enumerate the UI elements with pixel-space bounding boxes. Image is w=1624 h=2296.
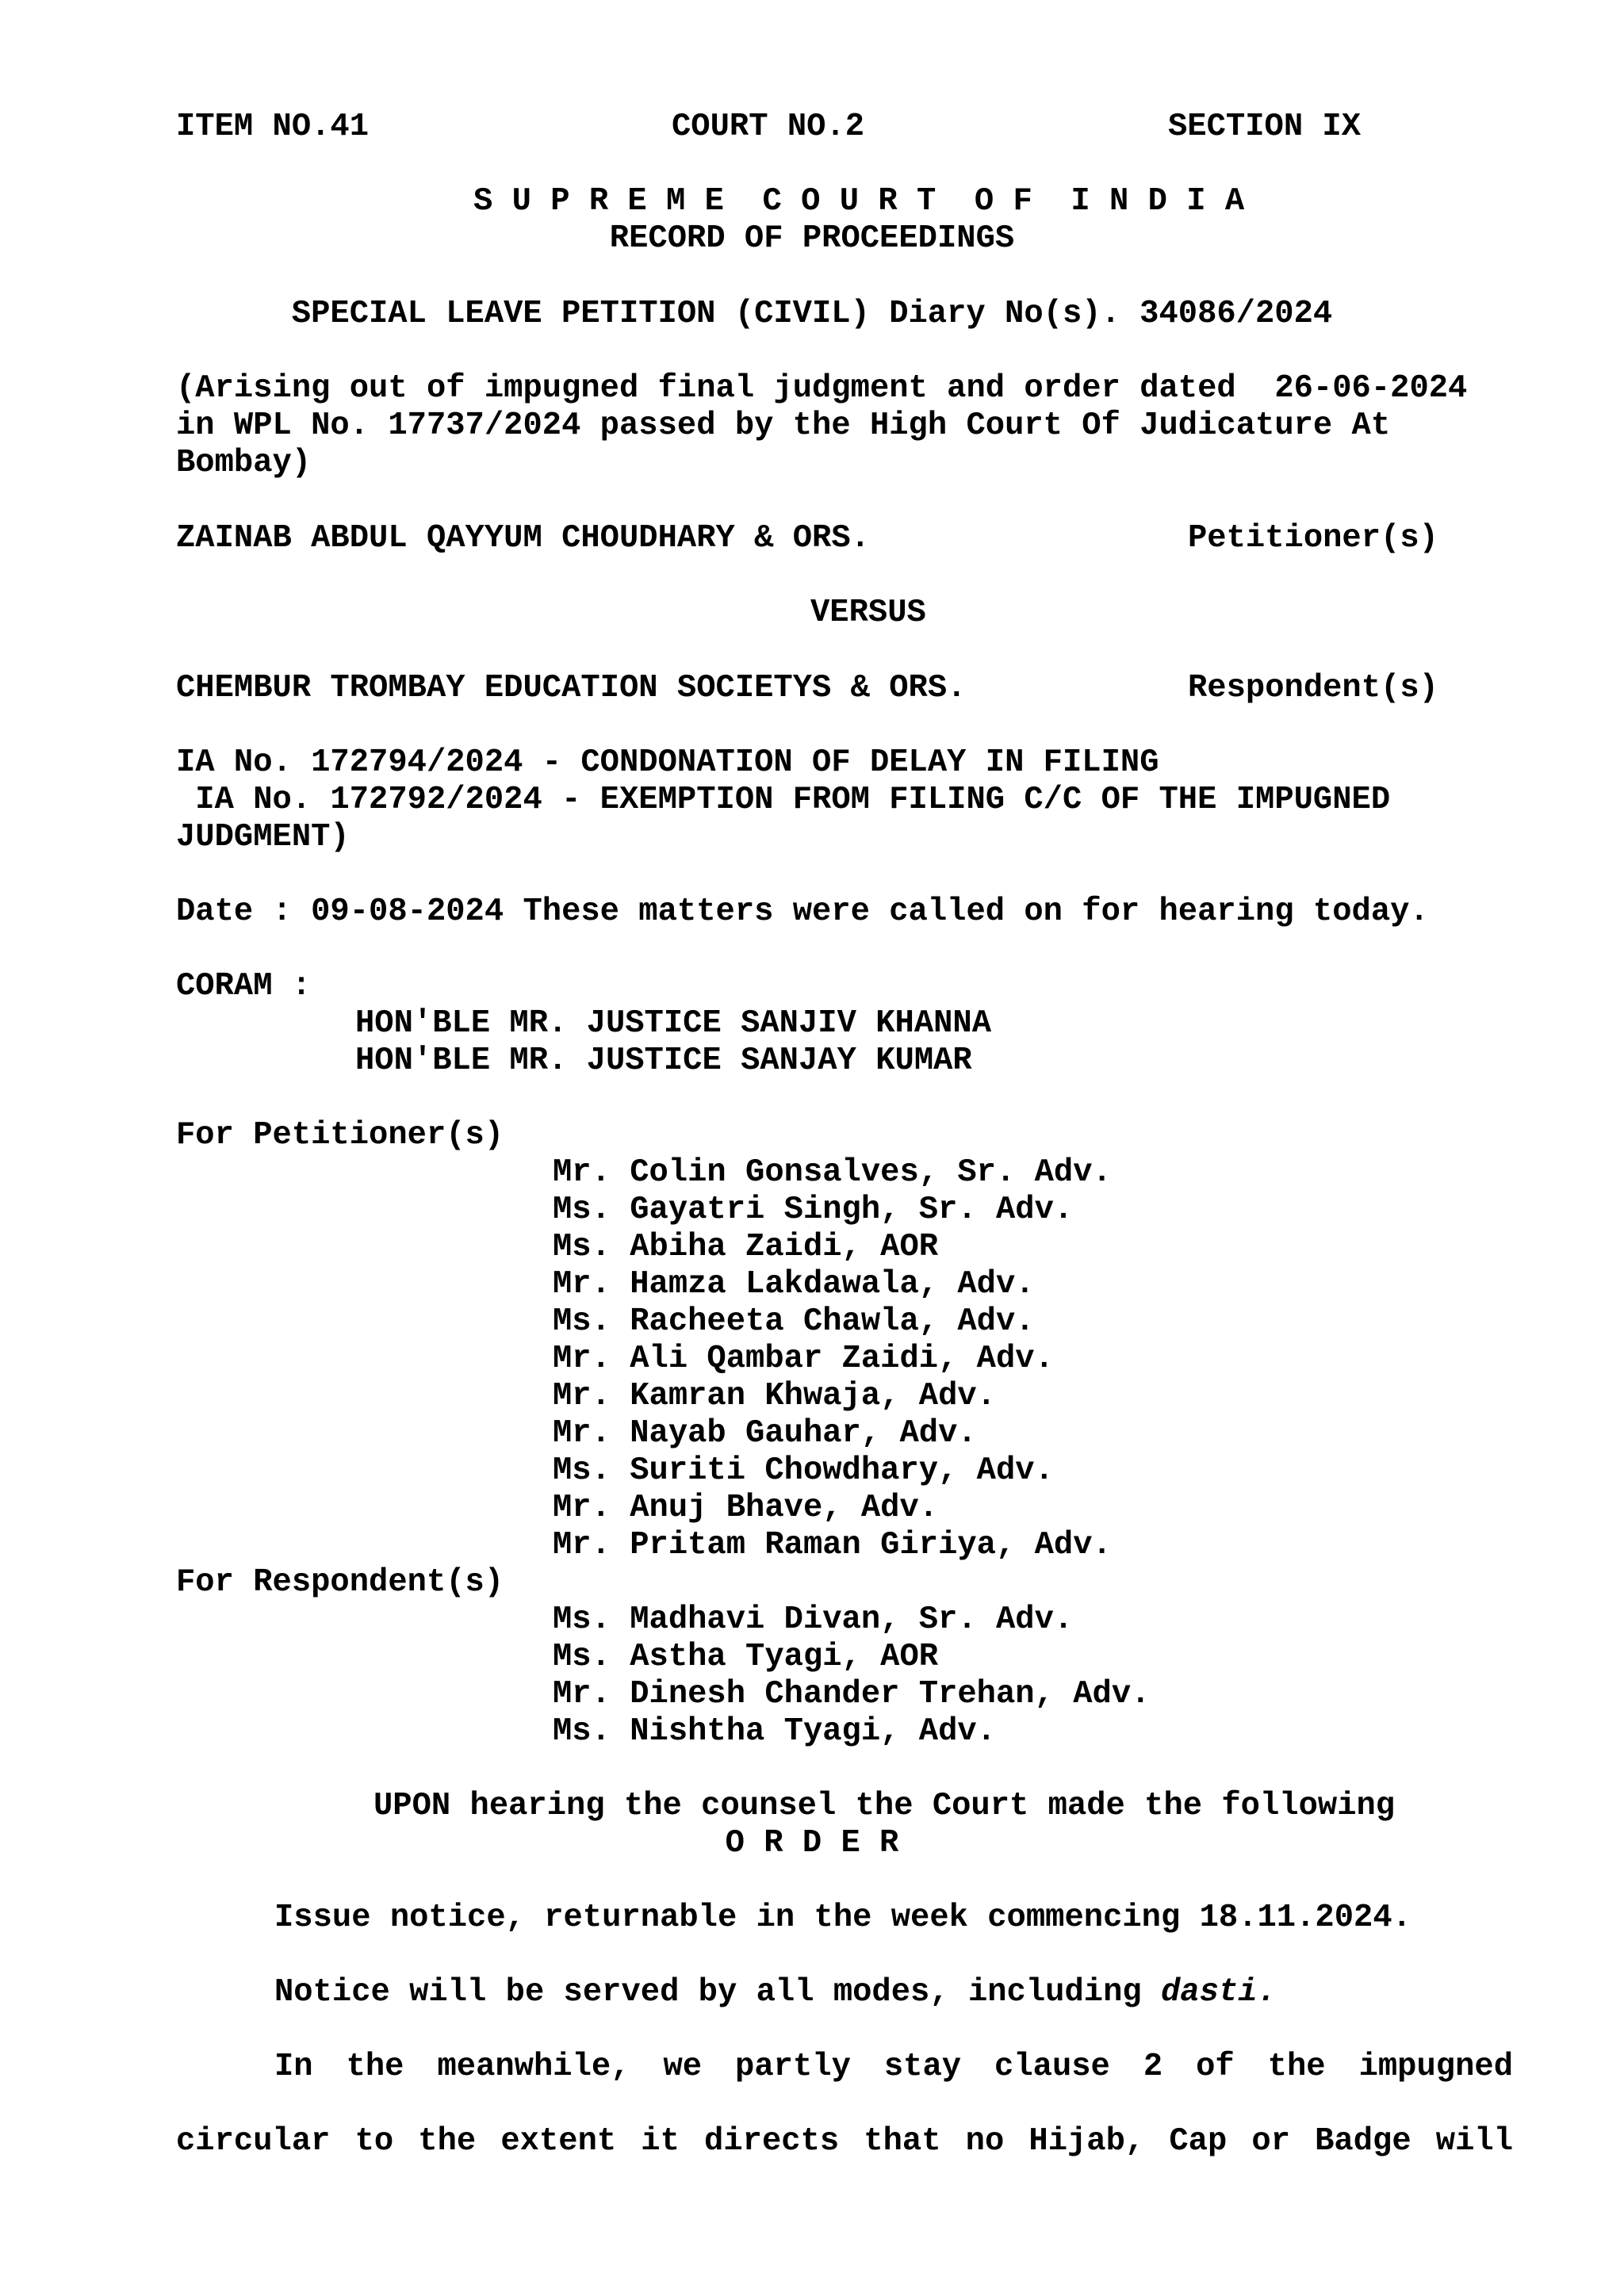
ia-exemption: IA No. 172792/2024 - EXEMPTION FROM FILING C/C OF THE IMPUGNED xyxy=(176,782,1391,818)
coram-judge: HON'BLE MR. JUSTICE SANJAY KUMAR xyxy=(355,1043,972,1079)
arising-line-2: in WPL No. 17737/2024 passed by the High Court Of Judicature At xyxy=(176,408,1391,444)
petitioner-counsel-label: For Petitioner(s) xyxy=(176,1117,504,1154)
section-number: SECTION IX xyxy=(1168,109,1362,145)
petitioner-label: Petitioner(s) xyxy=(1188,520,1438,557)
service-mode-italic: dasti. xyxy=(1160,1974,1277,2011)
hearing-statement: UPON hearing the counsel the Court made the following xyxy=(373,1788,1396,1824)
respondent-label: Respondent(s) xyxy=(1188,670,1438,706)
counsel-name: Mr. Colin Gonsalves, Sr. Adv. xyxy=(553,1154,1112,1191)
ia-condonation: IA No. 172794/2024 - CONDONATION OF DELAY IN FILING xyxy=(176,744,1159,781)
record-title: RECORD OF PROCEEDINGS xyxy=(609,220,1015,257)
counsel-name: Mr. Hamza Lakdawala, Adv. xyxy=(553,1266,1035,1303)
coram-label: CORAM : xyxy=(176,968,312,1004)
counsel-name: Ms. Abiha Zaidi, AOR xyxy=(553,1229,939,1265)
order-paragraph-stay-line-2: circular to the extent it directs that no Hijab, Cap or Badge will xyxy=(176,2123,1513,2160)
counsel-name: Ms. Astha Tyagi, AOR xyxy=(553,1639,939,1675)
respondent-counsel-label: For Respondent(s) xyxy=(176,1564,504,1601)
counsel-name: Mr. Ali Qambar Zaidi, Adv. xyxy=(553,1341,1054,1377)
respondent-name: CHEMBUR TROMBAY EDUCATION SOCIETYS & ORS. xyxy=(176,670,967,706)
counsel-name: Ms. Nishtha Tyagi, Adv. xyxy=(553,1713,996,1750)
counsel-name: Mr. Nayab Gauhar, Adv. xyxy=(553,1415,977,1452)
item-number: ITEM NO.41 xyxy=(176,109,370,145)
order-heading: O R D E R xyxy=(725,1825,899,1862)
counsel-name: Ms. Racheeta Chawla, Adv. xyxy=(553,1303,1035,1340)
counsel-name: Ms. Gayatri Singh, Sr. Adv. xyxy=(553,1192,1074,1228)
counsel-name: Mr. Anuj Bhave, Adv. xyxy=(553,1490,939,1526)
arising-line-3: Bombay) xyxy=(176,445,312,481)
counsel-name: Mr. Dinesh Chander Trehan, Adv. xyxy=(553,1676,1151,1712)
hearing-date-line: Date : 09-08-2024 These matters were called on for hearing today. xyxy=(176,894,1429,930)
court-number: COURT NO.2 xyxy=(672,109,865,145)
counsel-name: Ms. Suriti Chowdhary, Adv. xyxy=(553,1452,1054,1489)
petition-title: SPECIAL LEAVE PETITION (CIVIL) Diary No(s). 34086/2024 xyxy=(291,296,1333,332)
order-paragraph-notice: Issue notice, returnable in the week commencing 18.11.2024. xyxy=(274,1900,1411,1936)
service-text: Notice will be served by all modes, including xyxy=(274,1974,1161,2011)
counsel-name: Mr. Pritam Raman Giriya, Adv. xyxy=(553,1527,1112,1563)
order-paragraph-service xyxy=(274,1976,1277,2009)
court-name: S U P R E M E C O U R T O F I N D I A xyxy=(473,183,1245,220)
counsel-name: Ms. Madhavi Divan, Sr. Adv. xyxy=(553,1601,1074,1638)
counsel-name: Mr. Kamran Khwaja, Adv. xyxy=(553,1378,996,1414)
coram-judge: HON'BLE MR. JUSTICE SANJIV KHANNA xyxy=(355,1005,992,1042)
ia-exemption-continued: JUDGMENT) xyxy=(176,819,350,855)
arising-line-1: (Arising out of impugned final judgment and order dated 26-06-2024 xyxy=(176,370,1468,407)
versus-label: VERSUS xyxy=(810,595,926,631)
order-paragraph-stay-line-1: In the meanwhile, we partly stay clause 2 of the impugned xyxy=(274,2049,1513,2085)
petitioner-name: ZAINAB ABDUL QAYYUM CHOUDHARY & ORS. xyxy=(176,520,870,557)
